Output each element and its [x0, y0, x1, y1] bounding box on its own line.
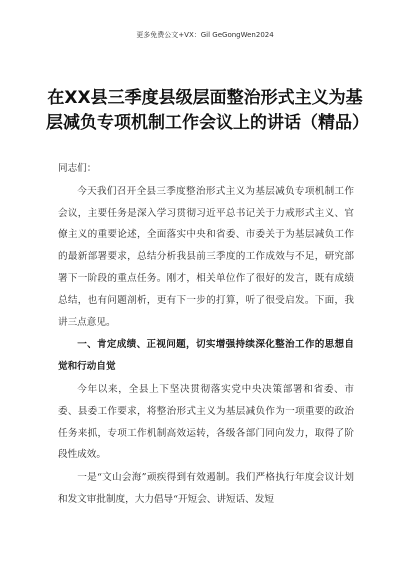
salutation: 同志们：: [58, 163, 97, 174]
header-note: 更多免费公文+VX：Gil GeGongWen2024: [136, 31, 274, 39]
document-body: [58, 158, 354, 511]
paragraph-point-1: 一是“文山会海”顽疾得到有效遏制。我们严格执行年度会议计划和发文审批制度，大力倡导“开短会、讲短话、发短: [58, 472, 354, 505]
document-title: 在XX县三季度县级层面整治形式主义为基层减负专项机制工作会议上的讲话（精品）: [46, 88, 369, 133]
paragraph-intro: 今天我们召开全县三季度整治形式主义为基层减负专项机制工作会议，主要任务是深入学习贯彻习近平总书记关于力戒形式主义、官僚主义的重要论述，全面落实中央和省委、市委关于为基层减负工作的最新部署要求，总结分析我县前三季度的工作成效与不足，研究部署下一阶段的重点任务。刚才，相关单位作了很好的发言，既有成绩总结，也有问题剖析，更有下一步的打算，听了很受启发。下面，我讲三点意见。: [58, 185, 354, 328]
paragraph-achievements: 今年以来，全县上下坚决贯彻落实党中央决策部署和省委、市委、县委工作要求，将整治形式主义为基层减负作为一项重要的政治任务来抓，专项工作机制高效运转，各级各部门同向发力，取得了阶段性成效。: [58, 383, 354, 461]
section-heading-1: 一、肯定成绩、正视问题，切实增强持续深化整治工作的思想自觉和行动自觉: [58, 339, 354, 373]
